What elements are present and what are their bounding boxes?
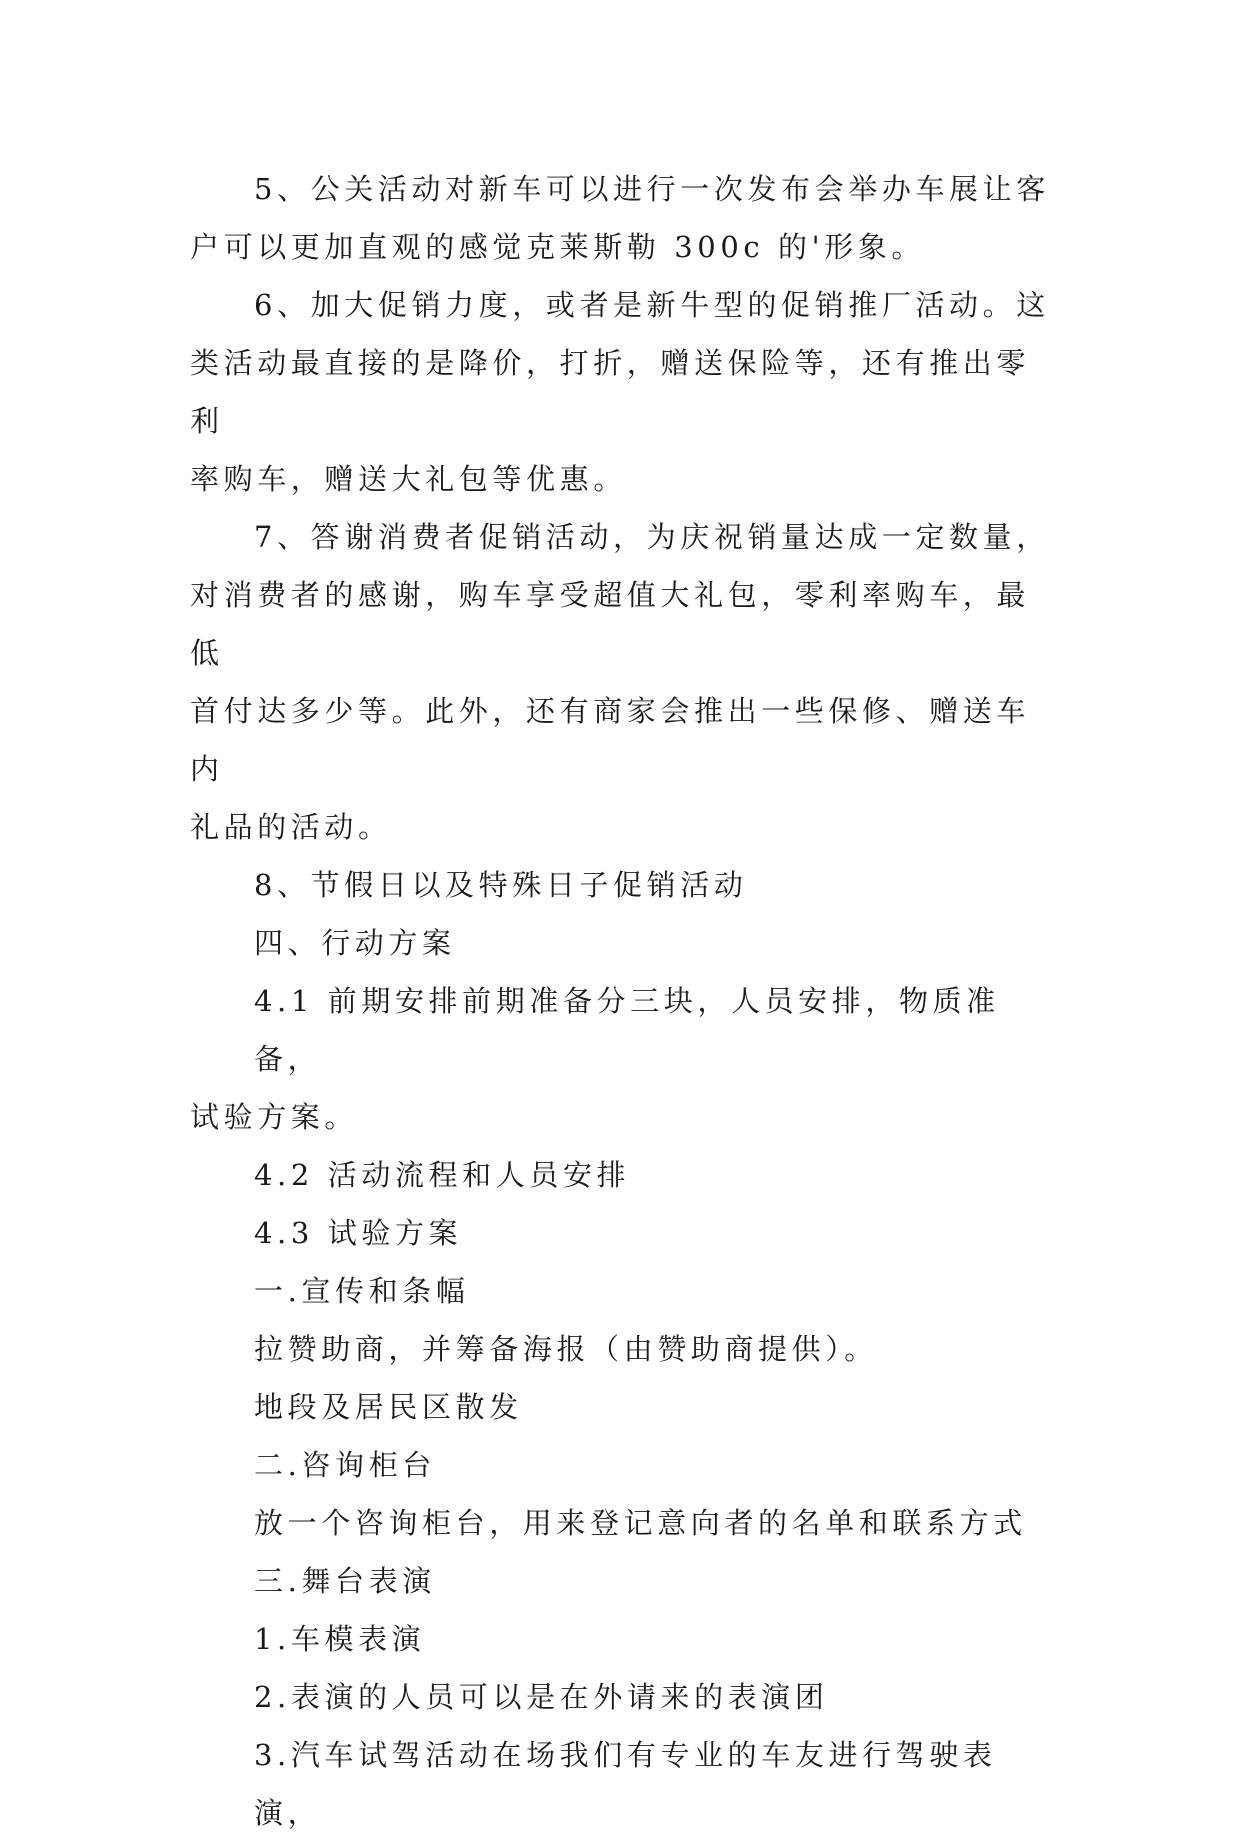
subsection-heading: 一.宣传和条幅 [254,1274,470,1308]
list-item: 2.表演的人员可以是在外请来的表演团 [254,1680,829,1714]
section-heading: 四、行动方案 [254,926,456,960]
text-line: 5、公关活动对新车可以进行一次发布会举办车展让客 [254,172,1050,206]
text-line: 7、答谢消费者促销活动，为庆祝销量达成一定数量， [254,520,1050,554]
text-line: 对消费者的感谢，购车享受超值大礼包，零利率购车，最低 [190,578,1031,670]
text-line: 4.3 试验方案 [254,1216,463,1250]
list-item: 1.车模表演 [254,1622,426,1656]
subsection-heading: 二.咨询柜台 [254,1448,436,1482]
text-line: 礼品的活动。 [190,810,392,844]
text-line: 4.2 活动流程和人员安排 [254,1158,631,1192]
document-body [190,160,1060,1842]
text-line: 放一个咨询柜台，用来登记意向者的名单和联系方式 [254,1506,1027,1540]
text-line: 6、加大促销力度，或者是新牛型的促销推厂活动。这 [254,288,1050,322]
text-line: 率购车，赠送大礼包等优惠。 [190,462,627,496]
text-line: 地段及居民区散发 [254,1390,523,1424]
list-item: 3.汽车试驾活动在场我们有专业的车友进行驾驶表演， [254,1738,997,1830]
text-line: 拉赞助商，并筹备海报（由赞助商提供）。 [254,1332,878,1366]
text-line: 首付达多少等。此外，还有商家会推出一些保修、赠送车内 [190,694,1031,786]
text-line: 4.1 前期安排前期准备分三块，人员安排，物质准备， [254,984,1000,1076]
text-line: 8、节假日以及特殊日子促销活动 [254,868,748,902]
text-line: 类活动最直接的是降价，打折，赠送保险等，还有推出零利 [190,346,1031,438]
text-line: 试验方案。 [190,1100,359,1134]
text-line: 户可以更加直观的感觉克莱斯勒 300c 的'形象。 [190,230,926,264]
subsection-heading: 三.舞台表演 [254,1564,436,1598]
